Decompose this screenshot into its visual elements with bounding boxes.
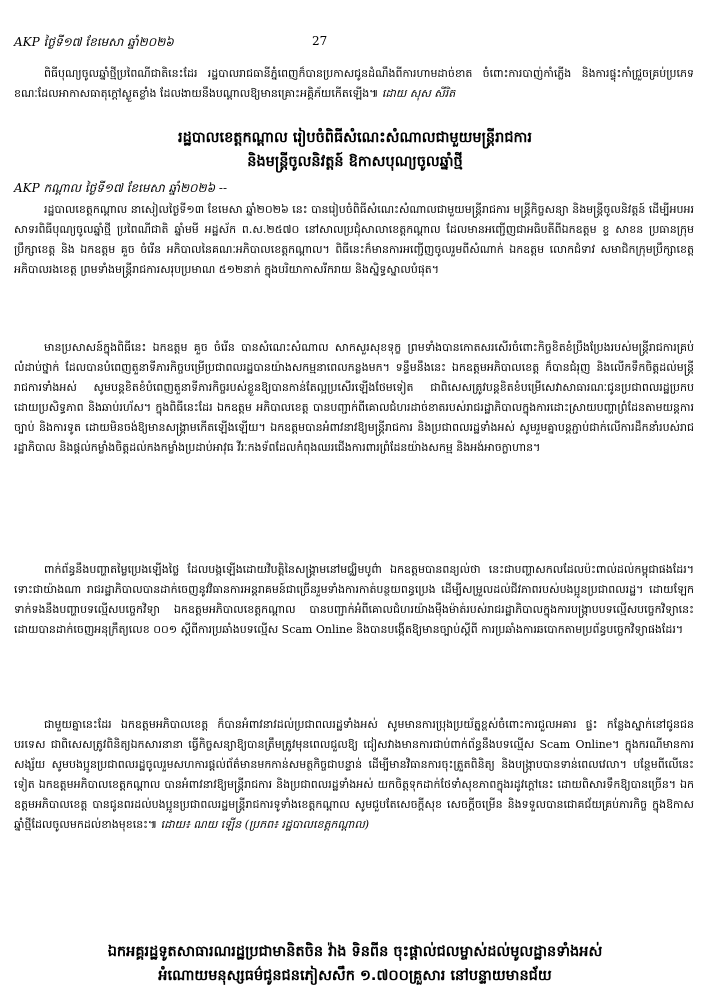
next-article-headline-line2: អំណោយមនុស្សធម៌ជូនជនភៀសសឹក ១.៧០០គ្រួសារ នៅបន្ទាយមានជ័យ	[158, 968, 552, 984]
next-article-headline	[60, 940, 650, 988]
article-paragraph: រដ្ឋបាលខេត្តកណ្តាល នាសៀលថ្ងៃទី១៣ ខែមេសា ឆ្នាំ២០២៦ នេះ បានរៀបចំពិធីសំណេះសំណាលជាមួយមន្ត្រីរាជការ មន្ត្រីកិច្ចសន្យា និងមន្ត្រីចូលនិវត្តន៍ ដើម្បីអបអរសាទរពិធីបុណ្យចូលឆ្នាំថ្មី ប្រពៃណីជាតិ ឆ្នាំមមី អដ្ឋស័ក ព.ស.២៥៧០ នៅសាលប្រជុំសាលាខេត្តកណ្តាល ដែលមានអញ្ជើញជាអធិបតីពីឯកឧត្តម ខ្ទ សាខន ប្រធានក្រុមប្រឹក្សាខេត្ត និង ឯកឧត្តម គួច ចំរើន អភិបាលនៃគណៈអភិបាលខេត្តកណ្តាល។ ពិធីនេះក៏មានការអញ្ជើញចូលរួមពីសំណាក់ ឯកឧត្តម លោកជំទាវ សមាជិកក្រុមប្រឹក្សាខេត្ត អភិបាលរងខេត្ត ព្រមទាំងមន្ត្រីរាជការសរុបប្រមាណ ៥១២នាក់ ក្នុងបរិយាកាសរីករាយ និងស្និទ្ធស្នាលបំផុត។	[14, 203, 694, 276]
article-paragraph	[14, 715, 694, 835]
article-headline	[60, 126, 650, 174]
next-article-headline-line1: ឯកអគ្គរដ្ឋទូតសាធារណរដ្ឋប្រជាមានិតចិន វ៉ាង ទិនពីន ចុះផ្តាល់ជលម្ចាស់ដល់មូលដ្ឋានទាំងអស់	[107, 944, 603, 960]
intro-paragraph	[14, 64, 694, 104]
article-dateline: AKP កណ្តាល ថ្ងៃទី១៧ ខែមេសា ឆ្នាំ២០២៦ --	[14, 181, 228, 195]
article-paragraph-text: ជាមួយគ្នានេះដែរ ឯកឧត្តមអភិបាលខេត្ត ក៏បានអំពាវនាវដល់ប្រជាពលរដ្ឋទាំងអស់ សូមមានការប្រុងប្រយ័ត្នខ្ពស់ចំពោះការជួលអគារ ផ្ទះ កន្លែងស្នាក់នៅជូនជនបរទេស ជាពិសេសត្រូវពិនិត្យឯកសារនានា ធ្វើកិច្ចសន្យាឱ្យបានត្រឹមត្រូវមុនពេលជួលឱ្យ ជៀសវាងមានការជាប់ពាក់ព័ន្ធនឹងបទល្មើស Scam Online។ ក្នុងករណីមានការសង្ស័យ សូមបងប្អូនប្រជាពលរដ្ឋចូលរួមសហការផ្តល់ព័ត៌មានមកកាន់សមត្ថកិច្ចជាបន្ទាន់ ដើម្បីមានវិធានការចុះត្រួតពិនិត្យ និងបង្ក្រាបបានទាន់ពេលវេលា។ បន្ថែមពីលើនេះទៀត ឯកឧត្តមអភិបាលខេត្តកណ្តាល បានអំពាវនាវឱ្យមន្ត្រីរាជការ និងប្រជាពលរដ្ឋទាំងអស់ យកចិត្តទុកដាក់ថែទាំសុខភាពក្នុងរដូវក្តៅនេះ ដោយពិសារទឹកឱ្យបានច្រើន។ ឯកឧត្តមអភិបាលខេត្ត បានជូនពរដល់បងប្អូនប្រជាពលរដ្ឋមន្ត្រីរាជការទូទាំងខេត្តកណ្តាល សូមជួបតែសេចក្តីសុខ សេចក្តីចម្រើន និងទទួលបានជោគជ័យគ្រប់ភារកិច្ច ក្នុងឱកាសឆ្នាំថ្មីដែលចូលមកដល់ខាងមុខនេះ៕	[14, 718, 694, 831]
article-headline-line1: រដ្ឋបាលខេត្តកណ្តាល រៀបចំពិធីសំណេះសំណាលជាមួយមន្ត្រីរាជការ	[178, 130, 532, 146]
article-paragraph: ពាក់ព័ន្ធនឹងបញ្ហាតម្លៃប្រេងឡើងថ្លៃ ដែលបង្កឡើងដោយវិបត្តិនៃសង្គ្រាមនៅមជ្ឈិមបូព៌ា ឯកឧត្តមបានពន្យល់ថា នេះជាបញ្ហាសកលដែលប៉ះពាល់ដល់កម្ពុជាផងដែរ។ ទោះជាយ៉ាងណា រាជរដ្ឋាភិបាលបានដាក់ចេញនូវវិធានការអន្តរាគមន៍ជាច្រើនរួមទាំងការកាត់បន្ថយពន្ធប្រេង ដើម្បីសម្រួលដល់ជីវភាពរបស់បងប្អូនប្រជាពលរដ្ឋ។ ដោយឡែកទាក់ទងនឹងបញ្ហាបទល្មើសបច្ចេកវិទ្យា ឯកឧត្តមអភិបាលខេត្តកណ្តាល បានបញ្ជាក់អំពីគោលជំហរយ៉ាងម៉ឺងម៉ាត់របស់រាជរដ្ឋាភិបាលក្នុងការបង្ក្រាបបទល្មើសបច្ចេកវិទ្យានេះ ដោយបានដាក់ចេញអនុក្រឹត្យលេខ ០០១ ស្តីពីការប្រឆាំងបទល្មើស Scam Online និងបានបង្កើតឱ្យមានច្បាប់ស្តីពី ការប្រឆាំងការឆបោកតាមប្រព័ន្ធបច្ចេកវិទ្យាផងដែរ។	[14, 563, 694, 636]
intro-byline: ដោយ សុស សីរិត	[381, 87, 456, 100]
intro-text: ពិធីបុណ្យចូលឆ្នាំថ្មីប្រពៃណីជាតិនេះដែរ រដ្ឋបាលរាជធានីភ្នំពេញក៏បានប្រកាសជូនដំណឹងពីការហាមដាច់ខាត ចំពោះការបាញ់កាំភ្លើង និងការផ្ទុះកាំជ្រួចគ្រប់ប្រភេទ ខណៈដែលអាកាសធាតុក្តៅស្ងួតខ្លាំង ដែលងាយនឹងបណ្តាលឱ្យមានគ្រោះអគ្គិភ័យកើតឡើង៕	[14, 67, 694, 100]
article-byline: ដោយ៖ ណយ ឡេីន (ប្រភព៖ រដ្ឋបាលខេត្តកណ្តាល)	[160, 818, 370, 831]
article-paragraph: មានប្រសាសន៍ក្នុងពិធីនេះ ឯកឧត្តម គួច ចំរើន បានសំណេះសំណាល សាកសួរសុខទុក្ខ ព្រមទាំងបានកោតសរសើរចំពោះកិច្ចខិតខំប្រឹងប្រែងរបស់មន្ត្រីរាជការគ្រប់លំដាប់ថ្នាក់ ដែលបានបំពេញតួនាទីភារកិច្ចបម្រើប្រជាពលរដ្ឋបានយ៉ាងសកម្មនាពេលកន្លងមក។ ទន្ទឹមនឹងនេះ ឯកឧត្តមអភិបាលខេត្ត ក៏បានជំរុញ និងលើកទឹកចិត្តដល់មន្ត្រីរាជការទាំងអស់ សូមបន្តខិតខំបំពេញតួនាទីភារកិច្ចរបស់ខ្លួនឱ្យបានកាន់តែល្អប្រសើរឡើងថែមទៀត ជាពិសេសត្រូវបន្តខិតខំបម្រើសេវាសាធារណៈជូនប្រជាពលរដ្ឋប្រកប ដោយប្រសិទ្ធភាព និងឆាប់រហ័ស។ ក្នុងពិធីនេះដែរ ឯកឧត្តម អភិបាលខេត្ត បានបញ្ជាក់ពីគោលជំហរដាច់ខាតរបស់រាជរដ្ឋាភិបាលក្នុងការដោះស្រាយបញ្ហាព្រំដែនតាមយន្តការច្បាប់ និងការទូត ដោយមិនចង់ឱ្យមានសង្គ្រាមកើតឡើងឡើយ។ ឯកឧត្តមបានអំពាវនាវឱ្យមន្ត្រីរាជការ និងប្រជាពលរដ្ឋទាំងអស់ សូមរួមគ្នាបន្តភ្ជាប់ជាក់លើការដឹកនាំរបស់រាជរដ្ឋាភិបាល និងផ្តល់កម្លាំងចិត្តដល់កងកម្លាំងប្រដាប់អាវុធ វីរៈកងទ័ពដែលកំពុងឈរជើងការពារព្រំដែនយ៉ាងសកម្ម និងអង់អាចក្លាហាន។	[14, 341, 694, 454]
page-number: 27	[312, 34, 328, 48]
page-header	[14, 32, 694, 52]
article-headline-line2: និងមន្ត្រីចូលនិវត្តន៍ ឱកាសបុណ្យចូលឆ្នាំថ្មី	[247, 154, 463, 170]
header-dateline: AKP ថ្ងៃទី១៧ ខែមេសា ឆ្នាំ២០២៦	[14, 35, 174, 49]
